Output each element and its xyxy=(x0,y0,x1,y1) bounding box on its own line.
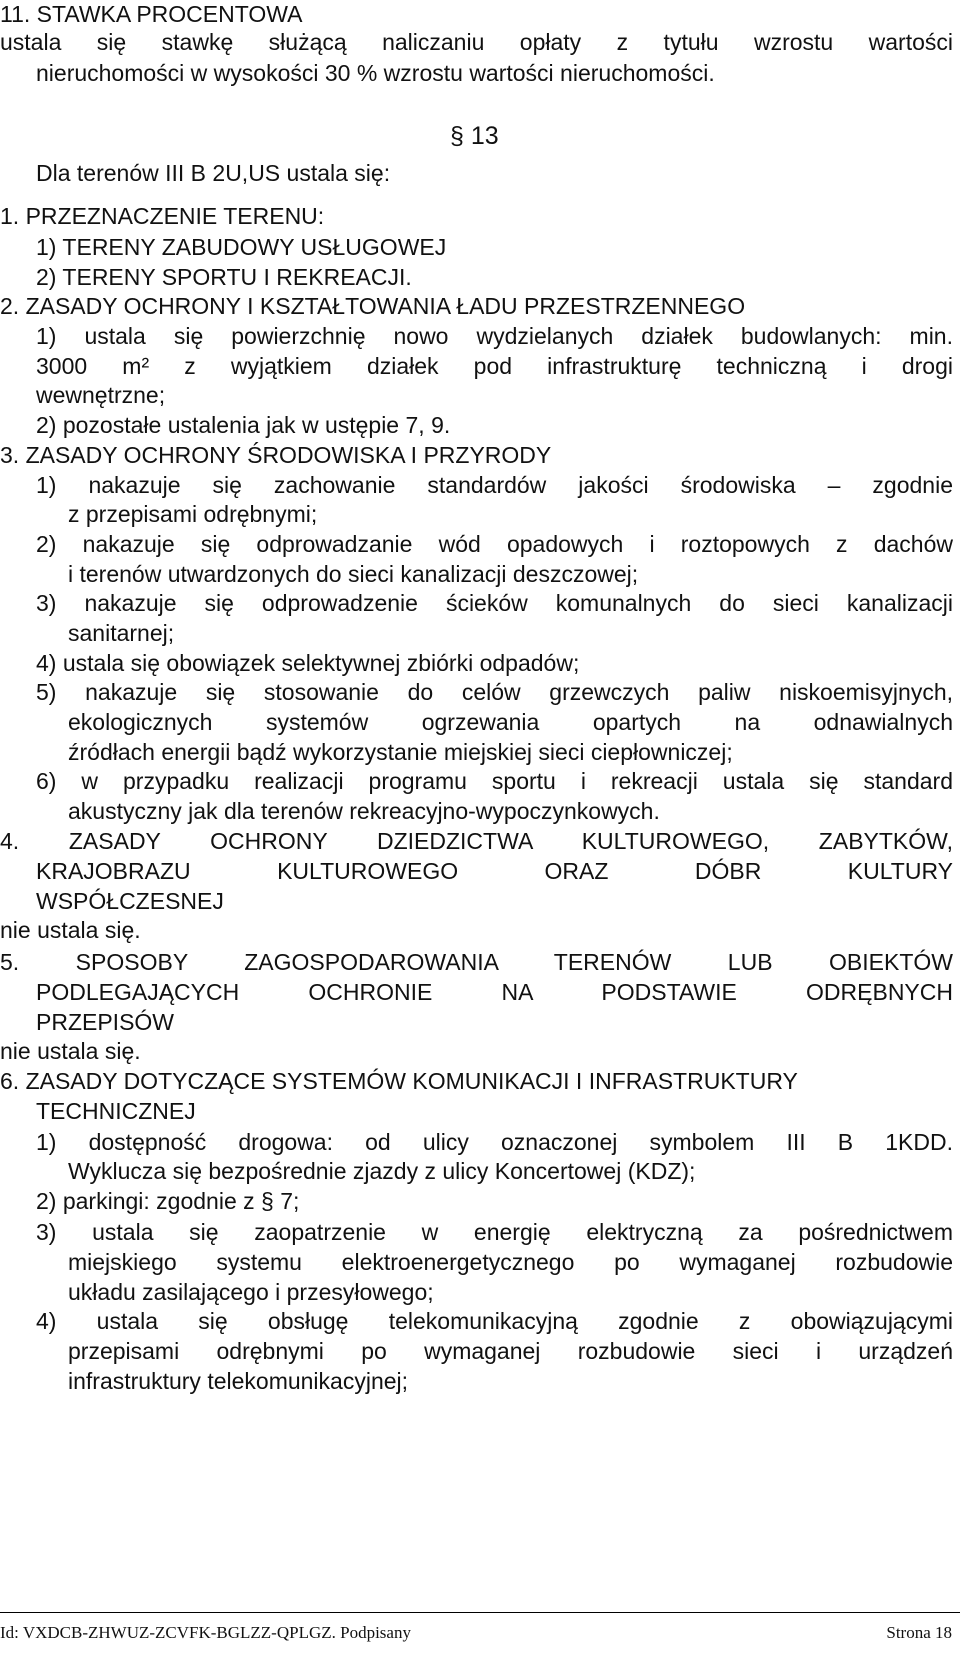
list-item: 2) parkingi: zgodnie z § 7; xyxy=(36,1188,300,1214)
list-item: 3000 m² z wyjątkiem działek pod infrastrukturę techniczną i drogi xyxy=(36,353,953,379)
list-item: źródłach energii bądź wykorzystanie miejskiej sieci ciepłowniczej; xyxy=(68,739,733,765)
list-item: 1) TERENY ZABUDOWY USŁUGOWEJ xyxy=(36,234,447,260)
body-text: ustala się stawkę służącą naliczaniu opłaty z tytułu wzrostu wartości xyxy=(0,29,953,55)
body-text: nie ustala się. xyxy=(0,1038,141,1064)
intro-text: Dla terenów III B 2U,US ustala się: xyxy=(36,160,391,186)
list-item: Wyklucza się bezpośrednie zjazdy z ulicy Koncertowej (KDZ); xyxy=(68,1158,696,1184)
list-item: ekologicznych systemów ogrzewania opartych na odnawialnych xyxy=(68,709,953,735)
list-item: 2) pozostałe ustalenia jak w ustępie 7, 9. xyxy=(36,412,451,438)
list-item: miejskiego systemu elektroenergetycznego po wymaganej rozbudowie xyxy=(68,1249,953,1275)
list-item: akustyczny jak dla terenów rekreacyjno-wypoczynkowych. xyxy=(68,798,660,824)
page-number: Strona 18 xyxy=(886,1623,952,1642)
list-item: 5) nakazuje się stosowanie do celów grzewczych paliw niskoemisyjnych, xyxy=(36,679,953,705)
section-heading: KRAJOBRAZU KULTUROWEGO ORAZ DÓBR KULTURY xyxy=(36,858,953,884)
list-item: sanitarnej; xyxy=(68,620,175,646)
section-heading: PRZEPISÓW xyxy=(36,1009,175,1035)
section-heading: 2. ZASADY OCHRONY I KSZTAŁTOWANIA ŁADU PRZESTRZENNEGO xyxy=(0,293,746,319)
list-item: przepisami odrębnymi po wymaganej rozbudowie sieci i urządzeń xyxy=(68,1338,953,1364)
body-text: nie ustala się. xyxy=(0,917,141,943)
footer-divider xyxy=(0,1612,960,1613)
list-item: 4) ustala się obowiązek selektywnej zbiórki odpadów; xyxy=(36,650,580,676)
section-heading: WSPÓŁCZESNEJ xyxy=(36,888,224,914)
list-item: 3) nakazuje się odprowadzenie ścieków komunalnych do sieci kanalizacji xyxy=(36,590,953,616)
list-item: 2) TERENY SPORTU I REKREACJI. xyxy=(36,264,412,290)
section-heading: 3. ZASADY OCHRONY ŚRODOWISKA I PRZYRODY xyxy=(0,442,552,468)
list-item: infrastruktury telekomunikacyjnej; xyxy=(68,1368,409,1394)
document-id: Id: VXDCB-ZHWUZ-ZCVFK-BGLZZ-QPLGZ. Podpisany xyxy=(0,1623,411,1642)
section-heading: TECHNICZNEJ xyxy=(36,1098,196,1124)
section-heading: 11. STAWKA PROCENTOWA xyxy=(0,1,303,27)
list-item: 1) ustala się powierzchnię nowo wydzielanych działek budowlanych: min. xyxy=(36,323,953,349)
section-heading: 4. ZASADY OCHRONY DZIEDZICTWA KULTUROWEGO, ZABYTKÓW, xyxy=(0,828,953,854)
list-item: układu zasilającego i przesyłowego; xyxy=(68,1279,434,1305)
list-item: 3) ustala się zaopatrzenie w energię elektryczną za pośrednictwem xyxy=(36,1219,953,1245)
list-item: 6) w przypadku realizacji programu sportu i rekreacji ustala się standard xyxy=(36,768,953,794)
list-item: 4) ustala się obsługę telekomunikacyjną zgodnie z obowiązującymi xyxy=(36,1308,953,1334)
list-item: z przepisami odrębnymi; xyxy=(68,501,318,527)
list-item: 1) dostępność drogowa: od ulicy oznaczonej symbolem III B 1KDD. xyxy=(36,1129,953,1155)
section-heading: PODLEGAJĄCYCH OCHRONIE NA PODSTAWIE ODRĘBNYCH xyxy=(36,979,953,1005)
list-item: wewnętrzne; xyxy=(36,382,166,408)
list-item: 1) nakazuje się zachowanie standardów jakości środowiska – zgodnie xyxy=(36,472,953,498)
list-item: i terenów utwardzonych do sieci kanalizacji deszczowej; xyxy=(68,561,639,587)
paragraph-number: § 13 xyxy=(450,122,499,150)
list-item: 2) nakazuje się odprowadzanie wód opadowych i roztopowych z dachów xyxy=(36,531,953,557)
section-heading: 6. ZASADY DOTYCZĄCE SYSTEMÓW KOMUNIKACJI I INFRASTRUKTURY xyxy=(0,1068,798,1094)
body-text: nieruchomości w wysokości 30 % wzrostu wartości nieruchomości. xyxy=(36,60,715,86)
section-heading: 1. PRZEZNACZENIE TERENU: xyxy=(0,203,325,229)
section-heading: 5. SPOSOBY ZAGOSPODAROWANIA TERENÓW LUB OBIEKTÓW xyxy=(0,949,953,975)
